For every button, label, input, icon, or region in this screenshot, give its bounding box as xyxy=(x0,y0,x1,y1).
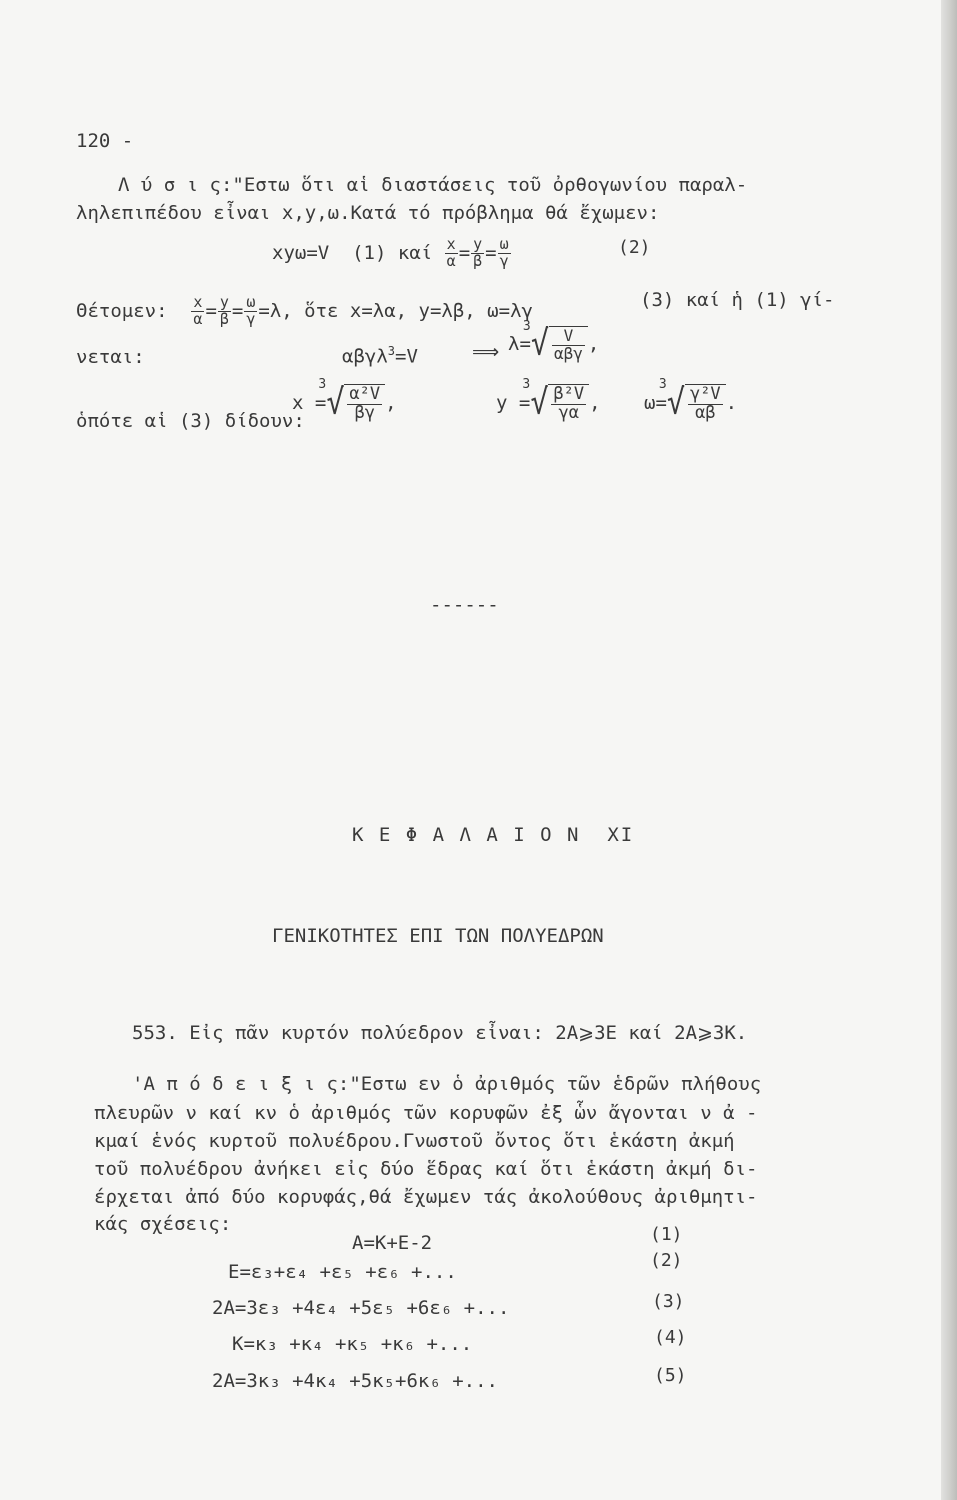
fraction-x-alpha: $\frac{x}{\alpha}$ xyxy=(446,235,456,270)
section-separator: ------ xyxy=(430,594,499,616)
proof-line-6: κάς σχέσεις: xyxy=(94,1213,232,1235)
eq1-lhs: xyω=V xyxy=(272,241,330,264)
fraction-y-beta: $\frac{y}{\beta}$ xyxy=(473,235,483,270)
cube-root-w: 3 √ $\frac{\text{γ²V}}{\alpha\beta}$ xyxy=(667,384,726,423)
relation-3: 2Α=3ε₃ +4ε₄ +5ε₅ +6ε₆ +... xyxy=(212,1297,510,1319)
fraction-y-beta-2: $\frac{y}{\beta}$ xyxy=(219,293,229,328)
relation-1: Α=Κ+Ε-2 xyxy=(352,1232,433,1254)
lambda-root: λ= 3 √ $\frac{V}{\text{αβγ}}$ , xyxy=(508,319,600,364)
thetomen-rest: (3) καί ἡ (1) γί- xyxy=(640,289,835,311)
solution-line-1 xyxy=(118,176,747,195)
fraction-w-gamma: $\frac{\omega}{\gamma}$ xyxy=(499,235,509,270)
solution-line-2: ληλεπιπέδου εἶναι x,y,ω.Κατά τό πρόβλημα θά ἔχωμεν: xyxy=(76,202,660,224)
proof-line-1 xyxy=(132,1075,761,1094)
x-root: x = 3 √ $\frac{\text{α²V}}{\beta\gamma}$ , xyxy=(292,377,397,423)
solution-line-1-text: :"Εστω ὅτι αἱ διαστάσεις τοῦ ὀρθογωνίου παραλ- xyxy=(220,174,748,196)
cube-root-x: 3 √ $\frac{\text{α²V}}{\beta\gamma}$ xyxy=(326,384,385,423)
w-root: ω= 3 √ $\frac{\text{γ²V}}{\alpha\beta}$ . xyxy=(644,377,738,423)
proof-line-5: έρχεται ἀπό δύο κορυφάς,θά ἔχωμεν τάς ἀκολούθους ἀριθμητι- xyxy=(94,1186,758,1208)
relation-1-tag: (1) xyxy=(650,1224,683,1245)
relation-5: 2Α=3κ₃ +4κ₄ +5κ₅+6κ₆ +... xyxy=(212,1370,498,1392)
proof-heading: 'Α π ό δ ε ι ξ ι ς xyxy=(132,1073,338,1095)
netai-label: νεται: xyxy=(76,346,145,368)
relation-5-tag: (5) xyxy=(654,1365,687,1386)
problem-statement xyxy=(132,1024,747,1043)
proof-line-4: τοῦ πολυέδρου ἀνήκει εἰς δύο ἕδρας καί ὅτι ἑκάστη ἀκμή δι- xyxy=(94,1158,758,1180)
chapter-title: Κ Ε Φ Α Λ Α Ι Ο Ν XI xyxy=(352,824,635,846)
eq2-tag: (2) xyxy=(618,237,651,258)
fraction-w-gamma-2: $\frac{\omega}{\gamma}$ xyxy=(246,293,256,328)
relation-3-tag: (3) xyxy=(652,1291,685,1312)
lambda-substitution: =λ, ὅτε x=λα, y=λβ, ω=λγ xyxy=(258,299,533,322)
chapter-subtitle: ΓΕΝΙΚΟΤΗΤΕΣ ΕΠΙ ΤΩΝ ΠΟΛΥΕΔΡΩΝ xyxy=(272,925,604,947)
proof-line-1-text: :"Εστω εν ὁ ἀριθμός τῶν ἑδρῶν πλήθους xyxy=(337,1073,762,1095)
thetomen-line: Θέτομεν: $\frac{x}{\alpha}$ = $\frac{y}{\beta}$ = $\frac{\omega}{\gamma}$ =λ, ὅτε x=λα, y=λβ, ω=λγ xyxy=(76,293,533,328)
proof-line-3: κμαί ἑνός κυρτοῦ πολυέδρου.Γνωστοῦ ὄντος ὅτι ἑκάστη ἀκμή xyxy=(94,1130,735,1152)
equation-1: xyω=V (1) καί $\frac{x}{\alpha}$ = $\frac{y}{\beta}$ = $\frac{\omega}{\gamma}$ xyxy=(272,235,509,270)
implies-arrow: ⟹ xyxy=(472,341,500,363)
eq1-and: καί xyxy=(397,241,433,264)
relation-2: Ε=ε₃+ε₄ +ε₅ +ε₆ +... xyxy=(228,1261,457,1283)
eq1-tag: (1) xyxy=(352,241,387,264)
problem-number: 553. xyxy=(132,1022,178,1044)
solution-heading: Λ ύ σ ι ς xyxy=(118,174,221,196)
relation-4: Κ=κ₃ +κ₄ +κ₅ +κ₆ +... xyxy=(232,1333,473,1355)
abg-lambda-cubed: αβγλ$^3$=V xyxy=(342,344,418,368)
cube-root: 3 √ $\frac{V}{\text{αβγ}}$ xyxy=(531,326,588,363)
relation-2-tag: (2) xyxy=(650,1250,683,1271)
proof-line-2: πλευρῶν ν καί κν ὁ ἀριθμός τῶν κορυφῶν ἐξ ὧν ἄγονται ν ἀ - xyxy=(94,1102,758,1124)
cube-root-y: 3 √ $\frac{\text{β²V}}{\gamma\alpha}$ xyxy=(530,384,589,423)
fraction-x-alpha-2: $\frac{x}{\alpha}$ xyxy=(193,293,203,328)
relation-4-tag: (4) xyxy=(654,1327,687,1348)
y-root: y = 3 √ $\frac{\text{β²V}}{\gamma\alpha}$ , xyxy=(496,377,601,423)
page-number: 120 - xyxy=(76,130,134,152)
opote-label: ὁπότε αἱ (3) δίδουν: xyxy=(76,410,305,432)
page-edge-shadow xyxy=(941,0,957,1500)
thetomen-label: Θέτομεν: xyxy=(76,299,168,322)
problem-text: Εἰς πᾶν κυρτόν πολύεδρον εἶναι: 2Α⩾3Ε καί 2Α⩾3Κ. xyxy=(189,1022,748,1044)
